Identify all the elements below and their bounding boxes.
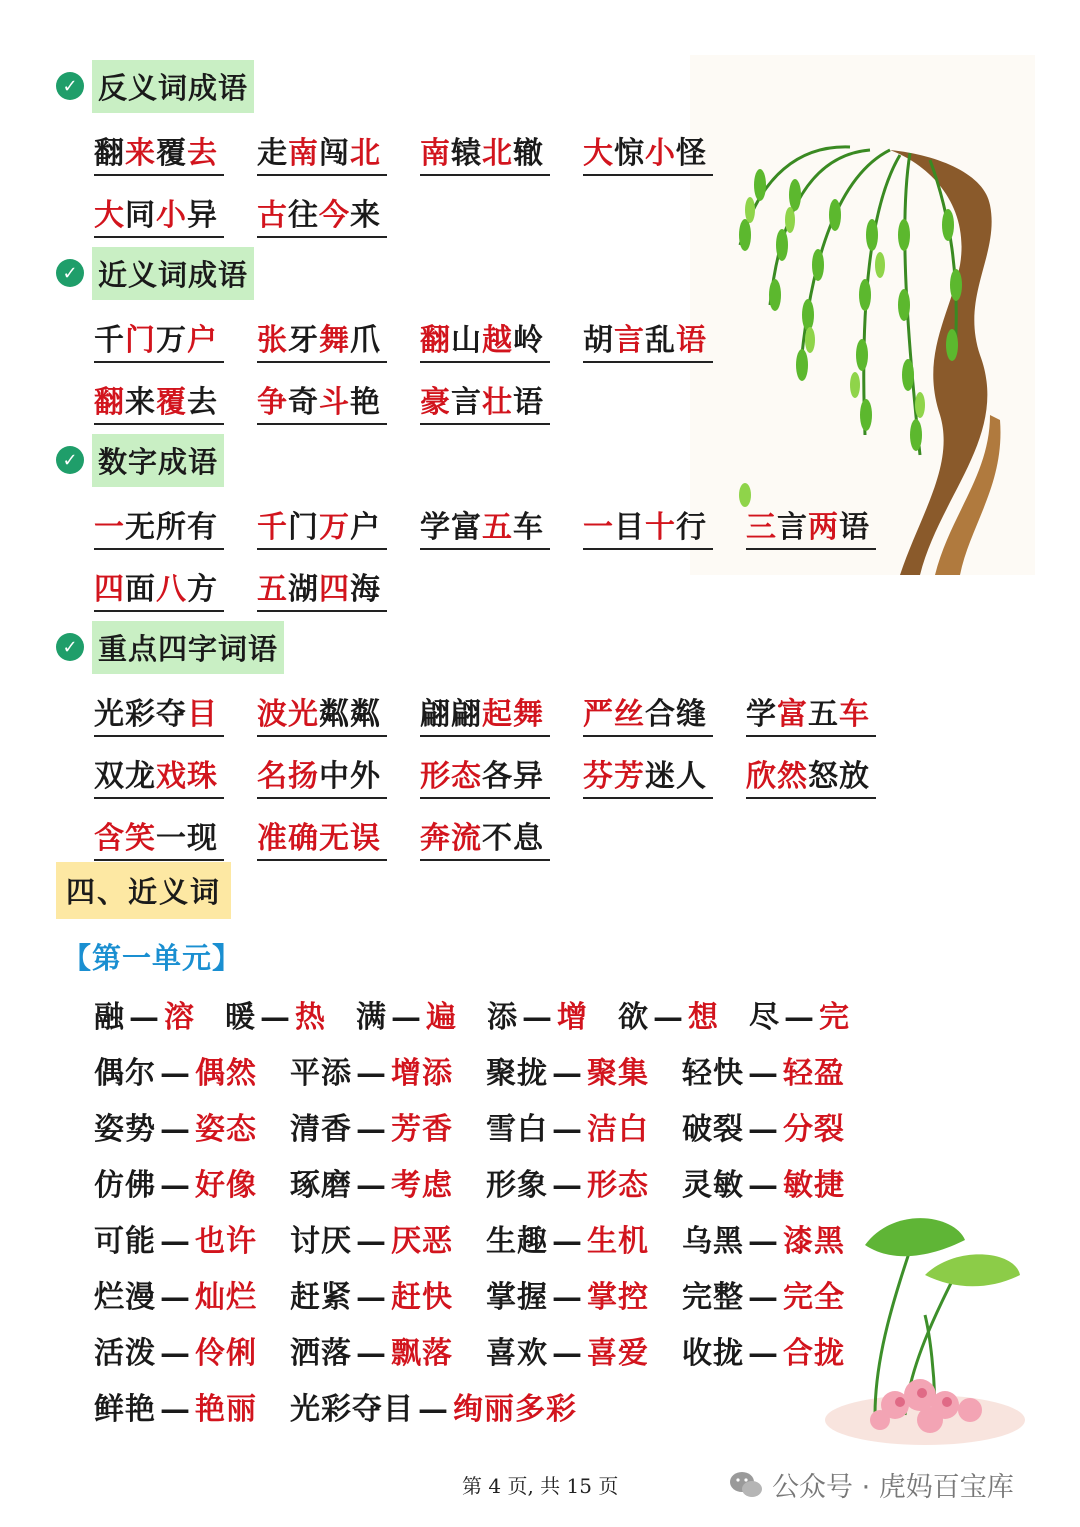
synonym-word: 鲜艳 (94, 1392, 156, 1427)
synonym-pair (290, 1328, 486, 1371)
synonym-pair (94, 1384, 290, 1427)
idiom-item (257, 315, 387, 363)
idiom-item (94, 564, 224, 612)
idiom-item (257, 813, 387, 861)
idiom-char: 奇 (288, 385, 319, 420)
idiom-char: 今 (319, 198, 350, 233)
idiom-char: 户 (350, 510, 381, 545)
synonym-pair (94, 1272, 290, 1315)
idiom-char: 翻 (94, 385, 125, 420)
idiom-char: 海 (350, 572, 381, 607)
wechat-icon (728, 1470, 764, 1500)
synonym-pair (486, 1216, 682, 1259)
dash: — (260, 1000, 291, 1035)
idiom-char: 言 (451, 385, 482, 420)
synonym-word: 破裂 (682, 1112, 744, 1147)
idiom-char: 语 (513, 385, 544, 420)
dash: — (522, 1000, 553, 1035)
synonym-pair (290, 1104, 486, 1147)
idiom-char: 乱 (645, 323, 676, 358)
idiom-section (56, 245, 909, 425)
idiom-char: 翩翩 (420, 697, 482, 732)
idiom-char: 翻 (420, 323, 451, 358)
idiom-item (257, 128, 387, 176)
synonym-word: 暖 (225, 1000, 256, 1035)
synonym-match: 偶然 (195, 1056, 257, 1091)
idiom-char: 去 (187, 136, 218, 171)
idiom-char: 准确无误 (257, 821, 381, 856)
synonym-match: 形态 (587, 1168, 649, 1203)
section-title: 数字成语 (92, 434, 224, 487)
idiom-char: 合 (645, 697, 676, 732)
synonym-match: 溶 (164, 1000, 195, 1035)
idiom-grid (94, 689, 909, 861)
synonym-word: 烂漫 (94, 1280, 156, 1315)
idiom-char: 岭 (513, 323, 544, 358)
idiom-char: 五 (482, 510, 513, 545)
check-circle-icon: ✓ (56, 72, 84, 100)
idiom-char: 方 (187, 572, 218, 607)
dash: — (748, 1280, 779, 1315)
idiom-char: 怪 (676, 136, 707, 171)
synonym-pair (94, 1216, 290, 1259)
idiom-char: 翻 (94, 136, 125, 171)
synonym-pair (486, 1328, 682, 1371)
idiom-item (420, 813, 550, 861)
idiom-char: 同 (125, 198, 156, 233)
idiom-item (420, 128, 550, 176)
synonym-pair (290, 1160, 486, 1203)
idiom-char: 语 (839, 510, 870, 545)
dash: — (160, 1168, 191, 1203)
synonym-match: 轻盈 (783, 1056, 845, 1091)
dash: — (748, 1336, 779, 1371)
idiom-char: 门 (125, 323, 156, 358)
idiom-char: 十 (645, 510, 676, 545)
idiom-item (583, 689, 713, 737)
idiom-char: 户 (187, 323, 218, 358)
check-circle-icon: ✓ (56, 446, 84, 474)
synonym-word: 灵敏 (682, 1168, 744, 1203)
idiom-char: 覆 (156, 136, 187, 171)
idiom-char: 湖 (288, 572, 319, 607)
idiom-char: 五 (257, 572, 288, 607)
synonym-match: 想 (688, 1000, 719, 1035)
idiom-char: 一 (583, 510, 614, 545)
idiom-char: 艳 (350, 385, 381, 420)
synonym-pair (682, 1216, 878, 1259)
section-title: 重点四字词语 (92, 621, 284, 674)
idiom-char: 一 (94, 510, 125, 545)
idiom-char: 各异 (482, 759, 544, 794)
synonym-match: 艳丽 (195, 1392, 257, 1427)
dash: — (552, 1056, 583, 1091)
idiom-char: 南 (420, 136, 451, 171)
synonym-pair (486, 1160, 682, 1203)
synonym-pair (94, 992, 225, 1035)
idiom-item (257, 689, 387, 737)
idiom-grid (94, 128, 909, 238)
idiom-char: 万 (156, 323, 187, 358)
synonym-match: 漆黑 (783, 1224, 845, 1259)
idiom-char: 富 (777, 697, 808, 732)
watermark (728, 1465, 1014, 1504)
idiom-char: 学 (746, 697, 777, 732)
idiom-char: 小 (156, 198, 187, 233)
idiom-char: 波光 (257, 697, 319, 732)
synonym-match: 增 (557, 1000, 588, 1035)
idiom-char: 严丝 (583, 697, 645, 732)
idiom-item (257, 190, 387, 238)
dash: — (784, 1000, 815, 1035)
synonym-match: 敏捷 (783, 1168, 845, 1203)
dash: — (160, 1224, 191, 1259)
idiom-char: 名扬 (257, 759, 319, 794)
dash: — (356, 1056, 387, 1091)
idiom-item (257, 751, 387, 799)
idiom-char: 五 (808, 697, 839, 732)
idiom-char: 千 (257, 510, 288, 545)
idiom-char: 言 (777, 510, 808, 545)
idiom-char: 来 (125, 385, 156, 420)
synonym-match: 完全 (783, 1280, 845, 1315)
idiom-char: 大 (94, 198, 125, 233)
synonym-pair (290, 1384, 577, 1427)
section-title: 近义词成语 (92, 247, 254, 300)
synonym-pair (94, 1048, 290, 1091)
synonym-match: 洁白 (587, 1112, 649, 1147)
idiom-item (257, 502, 387, 550)
dash: — (748, 1112, 779, 1147)
synonym-match: 伶俐 (195, 1336, 257, 1371)
dash: — (160, 1336, 191, 1371)
idiom-char: 来 (125, 136, 156, 171)
synonym-match: 也许 (195, 1224, 257, 1259)
dash: — (552, 1168, 583, 1203)
dash: — (356, 1112, 387, 1147)
idiom-item (94, 502, 224, 550)
idiom-char: 面 (125, 572, 156, 607)
synonym-pair (487, 992, 618, 1035)
idiom-char: 辕 (451, 136, 482, 171)
synonym-row-1 (94, 992, 880, 1035)
synonym-match: 姿态 (195, 1112, 257, 1147)
idiom-item (420, 689, 550, 737)
synonym-word: 融 (94, 1000, 125, 1035)
synonym-match: 飘落 (391, 1336, 453, 1371)
idiom-char: 含笑 (94, 821, 156, 856)
synonym-pair (618, 992, 749, 1035)
synonym-pair (290, 1272, 486, 1315)
synonym-match: 赶快 (391, 1280, 453, 1315)
idiom-item (94, 315, 224, 363)
idiom-char: 四 (94, 572, 125, 607)
idiom-item (94, 751, 224, 799)
idiom-char: 舞 (319, 323, 350, 358)
idiom-char: 芬芳 (583, 759, 645, 794)
part4-heading: 四、近义词 (56, 862, 231, 919)
idiom-char: 万 (319, 510, 350, 545)
synonym-match: 灿烂 (195, 1280, 257, 1315)
idiom-char: 欣然 (746, 759, 808, 794)
synonym-match: 厌恶 (391, 1224, 453, 1259)
idiom-item (94, 813, 224, 861)
dash: — (356, 1168, 387, 1203)
dash: — (356, 1280, 387, 1315)
synonym-pair (486, 1104, 682, 1147)
idiom-section (56, 58, 909, 238)
dash: — (160, 1112, 191, 1147)
synonym-pair (225, 992, 356, 1035)
synonym-pair (682, 1048, 878, 1091)
synonym-match: 绚丽多彩 (453, 1392, 577, 1427)
idiom-char: 学富 (420, 510, 482, 545)
synonym-word: 清香 (290, 1112, 352, 1147)
idiom-item (257, 564, 387, 612)
synonym-word: 满 (356, 1000, 387, 1035)
idiom-char: 胡 (583, 323, 614, 358)
idiom-item (420, 502, 550, 550)
idiom-char: 戏珠 (156, 759, 218, 794)
synonym-word: 乌黑 (682, 1224, 744, 1259)
idiom-char: 异 (187, 198, 218, 233)
idiom-char: 粼粼 (319, 697, 381, 732)
idiom-char: 惊 (614, 136, 645, 171)
idiom-char: 缝 (676, 697, 707, 732)
idiom-char: 车 (839, 697, 870, 732)
dash: — (391, 1000, 422, 1035)
idiom-item (420, 315, 550, 363)
idiom-char: 怒放 (808, 759, 870, 794)
idiom-char: 爪 (350, 323, 381, 358)
idiom-item (746, 751, 876, 799)
synonym-word: 掌握 (486, 1280, 548, 1315)
idiom-char: 往 (288, 198, 319, 233)
synonym-match: 合拢 (783, 1336, 845, 1371)
synonym-word: 洒落 (290, 1336, 352, 1371)
idiom-char: 目 (614, 510, 645, 545)
dash: — (160, 1392, 191, 1427)
idiom-char: 一现 (156, 821, 218, 856)
dash: — (653, 1000, 684, 1035)
dash: — (552, 1280, 583, 1315)
idiom-char: 四 (319, 572, 350, 607)
idiom-item (94, 190, 224, 238)
synonym-word: 聚拢 (486, 1056, 548, 1091)
synonym-match: 聚集 (587, 1056, 649, 1091)
idiom-char: 张 (257, 323, 288, 358)
idiom-item (583, 128, 713, 176)
synonym-word: 形象 (486, 1168, 548, 1203)
synonym-word: 收拢 (682, 1336, 744, 1371)
idiom-char: 八 (156, 572, 187, 607)
page-number: 第 4 页, 共 15 页 (462, 1474, 619, 1498)
idiom-grid (94, 315, 909, 425)
idiom-item (94, 377, 224, 425)
synonym-word: 赶紧 (290, 1280, 352, 1315)
idiom-grid (94, 502, 909, 612)
idiom-char: 北 (482, 136, 513, 171)
synonym-word: 平添 (290, 1056, 352, 1091)
synonym-word: 可能 (94, 1224, 156, 1259)
idiom-char: 奔流 (420, 821, 482, 856)
synonym-pair (682, 1160, 878, 1203)
idiom-char: 三 (746, 510, 777, 545)
synonym-word: 尽 (749, 1000, 780, 1035)
synonym-pair (682, 1272, 878, 1315)
idiom-char: 车 (513, 510, 544, 545)
dash: — (160, 1280, 191, 1315)
synonym-match: 好像 (195, 1168, 257, 1203)
dash: — (748, 1224, 779, 1259)
synonym-pair (356, 992, 487, 1035)
synonym-word: 琢磨 (290, 1168, 352, 1203)
idiom-char: 越 (482, 323, 513, 358)
dash: — (748, 1168, 779, 1203)
idiom-item (94, 128, 224, 176)
watermark-text: 公众号 · 虎妈百宝库 (772, 1472, 1014, 1503)
idiom-char: 来 (350, 198, 381, 233)
synonym-word: 轻快 (682, 1056, 744, 1091)
synonym-match: 完 (819, 1000, 850, 1035)
idiom-item (257, 377, 387, 425)
idiom-section (56, 619, 909, 861)
synonym-match: 分裂 (783, 1112, 845, 1147)
idiom-char: 语 (676, 323, 707, 358)
idiom-char: 豪 (420, 385, 451, 420)
idiom-char: 迷人 (645, 759, 707, 794)
synonym-match: 遍 (426, 1000, 457, 1035)
synonym-match: 热 (295, 1000, 326, 1035)
dash: — (552, 1336, 583, 1371)
synonym-word: 偶尔 (94, 1056, 156, 1091)
dash: — (160, 1056, 191, 1091)
synonym-pair (94, 1160, 290, 1203)
idiom-item (746, 689, 876, 737)
synonym-match: 芳香 (391, 1112, 453, 1147)
synonym-word: 喜欢 (486, 1336, 548, 1371)
check-circle-icon: ✓ (56, 633, 84, 661)
idiom-char: 不息 (482, 821, 544, 856)
idiom-char: 中外 (319, 759, 381, 794)
synonym-pair (682, 1328, 878, 1371)
idiom-char: 目 (187, 697, 218, 732)
dash: — (552, 1224, 583, 1259)
section-header (56, 245, 909, 301)
section-header (56, 619, 909, 675)
synonym-word: 雪白 (486, 1112, 548, 1147)
idiom-item (583, 502, 713, 550)
synonym-word: 完整 (682, 1280, 744, 1315)
idiom-char: 闯 (319, 136, 350, 171)
synonym-word: 姿势 (94, 1112, 156, 1147)
idiom-char: 壮 (482, 385, 513, 420)
idiom-char: 行 (676, 510, 707, 545)
idiom-section (56, 432, 909, 612)
synonym-pair (486, 1048, 682, 1091)
synonym-pairs (94, 1048, 878, 1427)
idiom-char: 光彩夺 (94, 697, 187, 732)
idiom-char: 两 (808, 510, 839, 545)
section-title: 反义词成语 (92, 60, 254, 113)
dash: — (418, 1392, 449, 1427)
synonym-match: 生机 (587, 1224, 649, 1259)
idiom-char: 千 (94, 323, 125, 358)
idiom-item (583, 315, 713, 363)
idiom-char: 门 (288, 510, 319, 545)
dash: — (552, 1112, 583, 1147)
synonym-pair (290, 1048, 486, 1091)
synonym-word: 添 (487, 1000, 518, 1035)
idiom-char: 斗 (319, 385, 350, 420)
idiom-char: 走 (257, 136, 288, 171)
synonym-pair (290, 1216, 486, 1259)
idiom-char: 辙 (513, 136, 544, 171)
idiom-char: 小 (645, 136, 676, 171)
synonym-word: 仿佛 (94, 1168, 156, 1203)
synonym-pair (94, 1328, 290, 1371)
idiom-item (746, 502, 876, 550)
dash: — (748, 1056, 779, 1091)
idiom-item (94, 689, 224, 737)
idiom-char: 大 (583, 136, 614, 171)
synonym-word: 欲 (618, 1000, 649, 1035)
idiom-char: 南 (288, 136, 319, 171)
section-header (56, 432, 909, 488)
dash: — (129, 1000, 160, 1035)
section-header (56, 58, 909, 114)
unit-label: 【第一单元】 (62, 941, 243, 975)
synonym-match: 喜爱 (587, 1336, 649, 1371)
idiom-char: 起舞 (482, 697, 544, 732)
synonym-word: 讨厌 (290, 1224, 352, 1259)
synonym-word: 生趣 (486, 1224, 548, 1259)
dash: — (356, 1336, 387, 1371)
idiom-char: 言 (614, 323, 645, 358)
idiom-item (420, 751, 550, 799)
check-circle-icon: ✓ (56, 259, 84, 287)
synonym-pair (749, 992, 880, 1035)
idiom-char: 无所有 (125, 510, 218, 545)
synonym-match: 掌控 (587, 1280, 649, 1315)
idiom-char: 双龙 (94, 759, 156, 794)
synonym-match: 考虑 (391, 1168, 453, 1203)
idiom-char: 山 (451, 323, 482, 358)
synonym-word: 活泼 (94, 1336, 156, 1371)
synonym-word: 光彩夺目 (290, 1392, 414, 1427)
idiom-char: 覆 (156, 385, 187, 420)
idiom-char: 形态 (420, 759, 482, 794)
idiom-char: 古 (257, 198, 288, 233)
idiom-char: 北 (350, 136, 381, 171)
synonym-pair (94, 1104, 290, 1147)
synonym-match: 增添 (391, 1056, 453, 1091)
synonym-pair (682, 1104, 878, 1147)
dash: — (356, 1224, 387, 1259)
synonym-pair (486, 1272, 682, 1315)
idiom-char: 牙 (288, 323, 319, 358)
idiom-char: 争 (257, 385, 288, 420)
idiom-item (420, 377, 550, 425)
idiom-char: 去 (187, 385, 218, 420)
idiom-item (583, 751, 713, 799)
